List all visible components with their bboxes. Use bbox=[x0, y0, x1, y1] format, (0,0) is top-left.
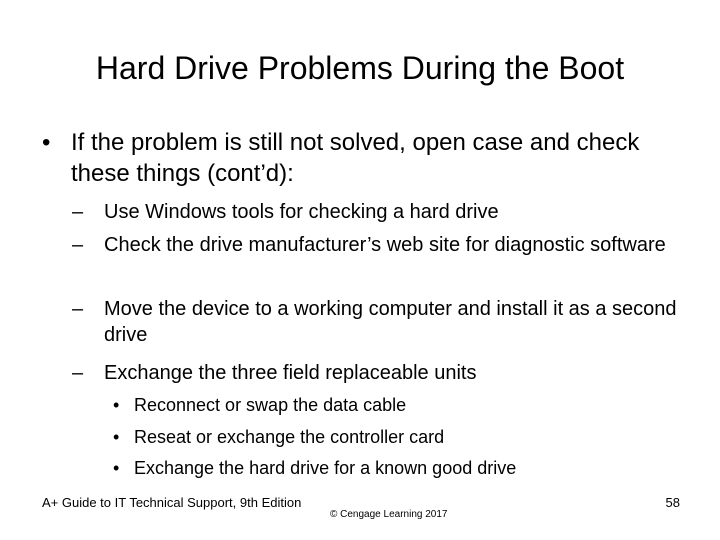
sub-item bbox=[72, 360, 692, 386]
sub-item-text: Exchange the three field replaceable units bbox=[104, 362, 477, 384]
sub-sub-item bbox=[113, 425, 673, 449]
main-bullet-text: If the problem is still not solved, open case and check these things (cont’d): bbox=[71, 129, 640, 187]
sub-sub-item-text: Reseat or exchange the controller card bbox=[134, 427, 445, 447]
sub-item-text: Check the drive manufacturer’s web site for diagnostic software bbox=[104, 234, 666, 256]
footer-book-title: A+ Guide to IT Technical Support, 9th Edition bbox=[42, 495, 302, 510]
dash-marker: – bbox=[72, 362, 84, 384]
page-number: 58 bbox=[665, 495, 680, 510]
slide-title: Hard Drive Problems During the Boot bbox=[95, 50, 625, 86]
dash-marker: – bbox=[72, 234, 84, 256]
sub-item bbox=[72, 199, 692, 225]
sub-item bbox=[72, 232, 692, 258]
sub-sub-item bbox=[113, 393, 673, 417]
sub-item-text: Use Windows tools for checking a hard drive bbox=[104, 201, 499, 223]
main-bullet bbox=[42, 127, 682, 189]
bullet-dot: • bbox=[113, 395, 120, 415]
bullet-dot: • bbox=[113, 458, 120, 478]
dash-marker: – bbox=[72, 298, 84, 320]
dash-marker: – bbox=[72, 201, 84, 223]
sub-sub-item bbox=[113, 456, 673, 480]
bullet-dot: • bbox=[42, 129, 51, 156]
footer-copyright: © Cengage Learning 2017 bbox=[330, 509, 448, 520]
bullet-dot: • bbox=[113, 427, 120, 447]
sub-sub-item-text: Reconnect or swap the data cable bbox=[134, 395, 407, 415]
sub-sub-item-text: Exchange the hard drive for a known good drive bbox=[134, 458, 517, 478]
sub-item-text: Move the device to a working computer and install it as a second drive bbox=[104, 298, 677, 346]
sub-item bbox=[72, 296, 692, 348]
